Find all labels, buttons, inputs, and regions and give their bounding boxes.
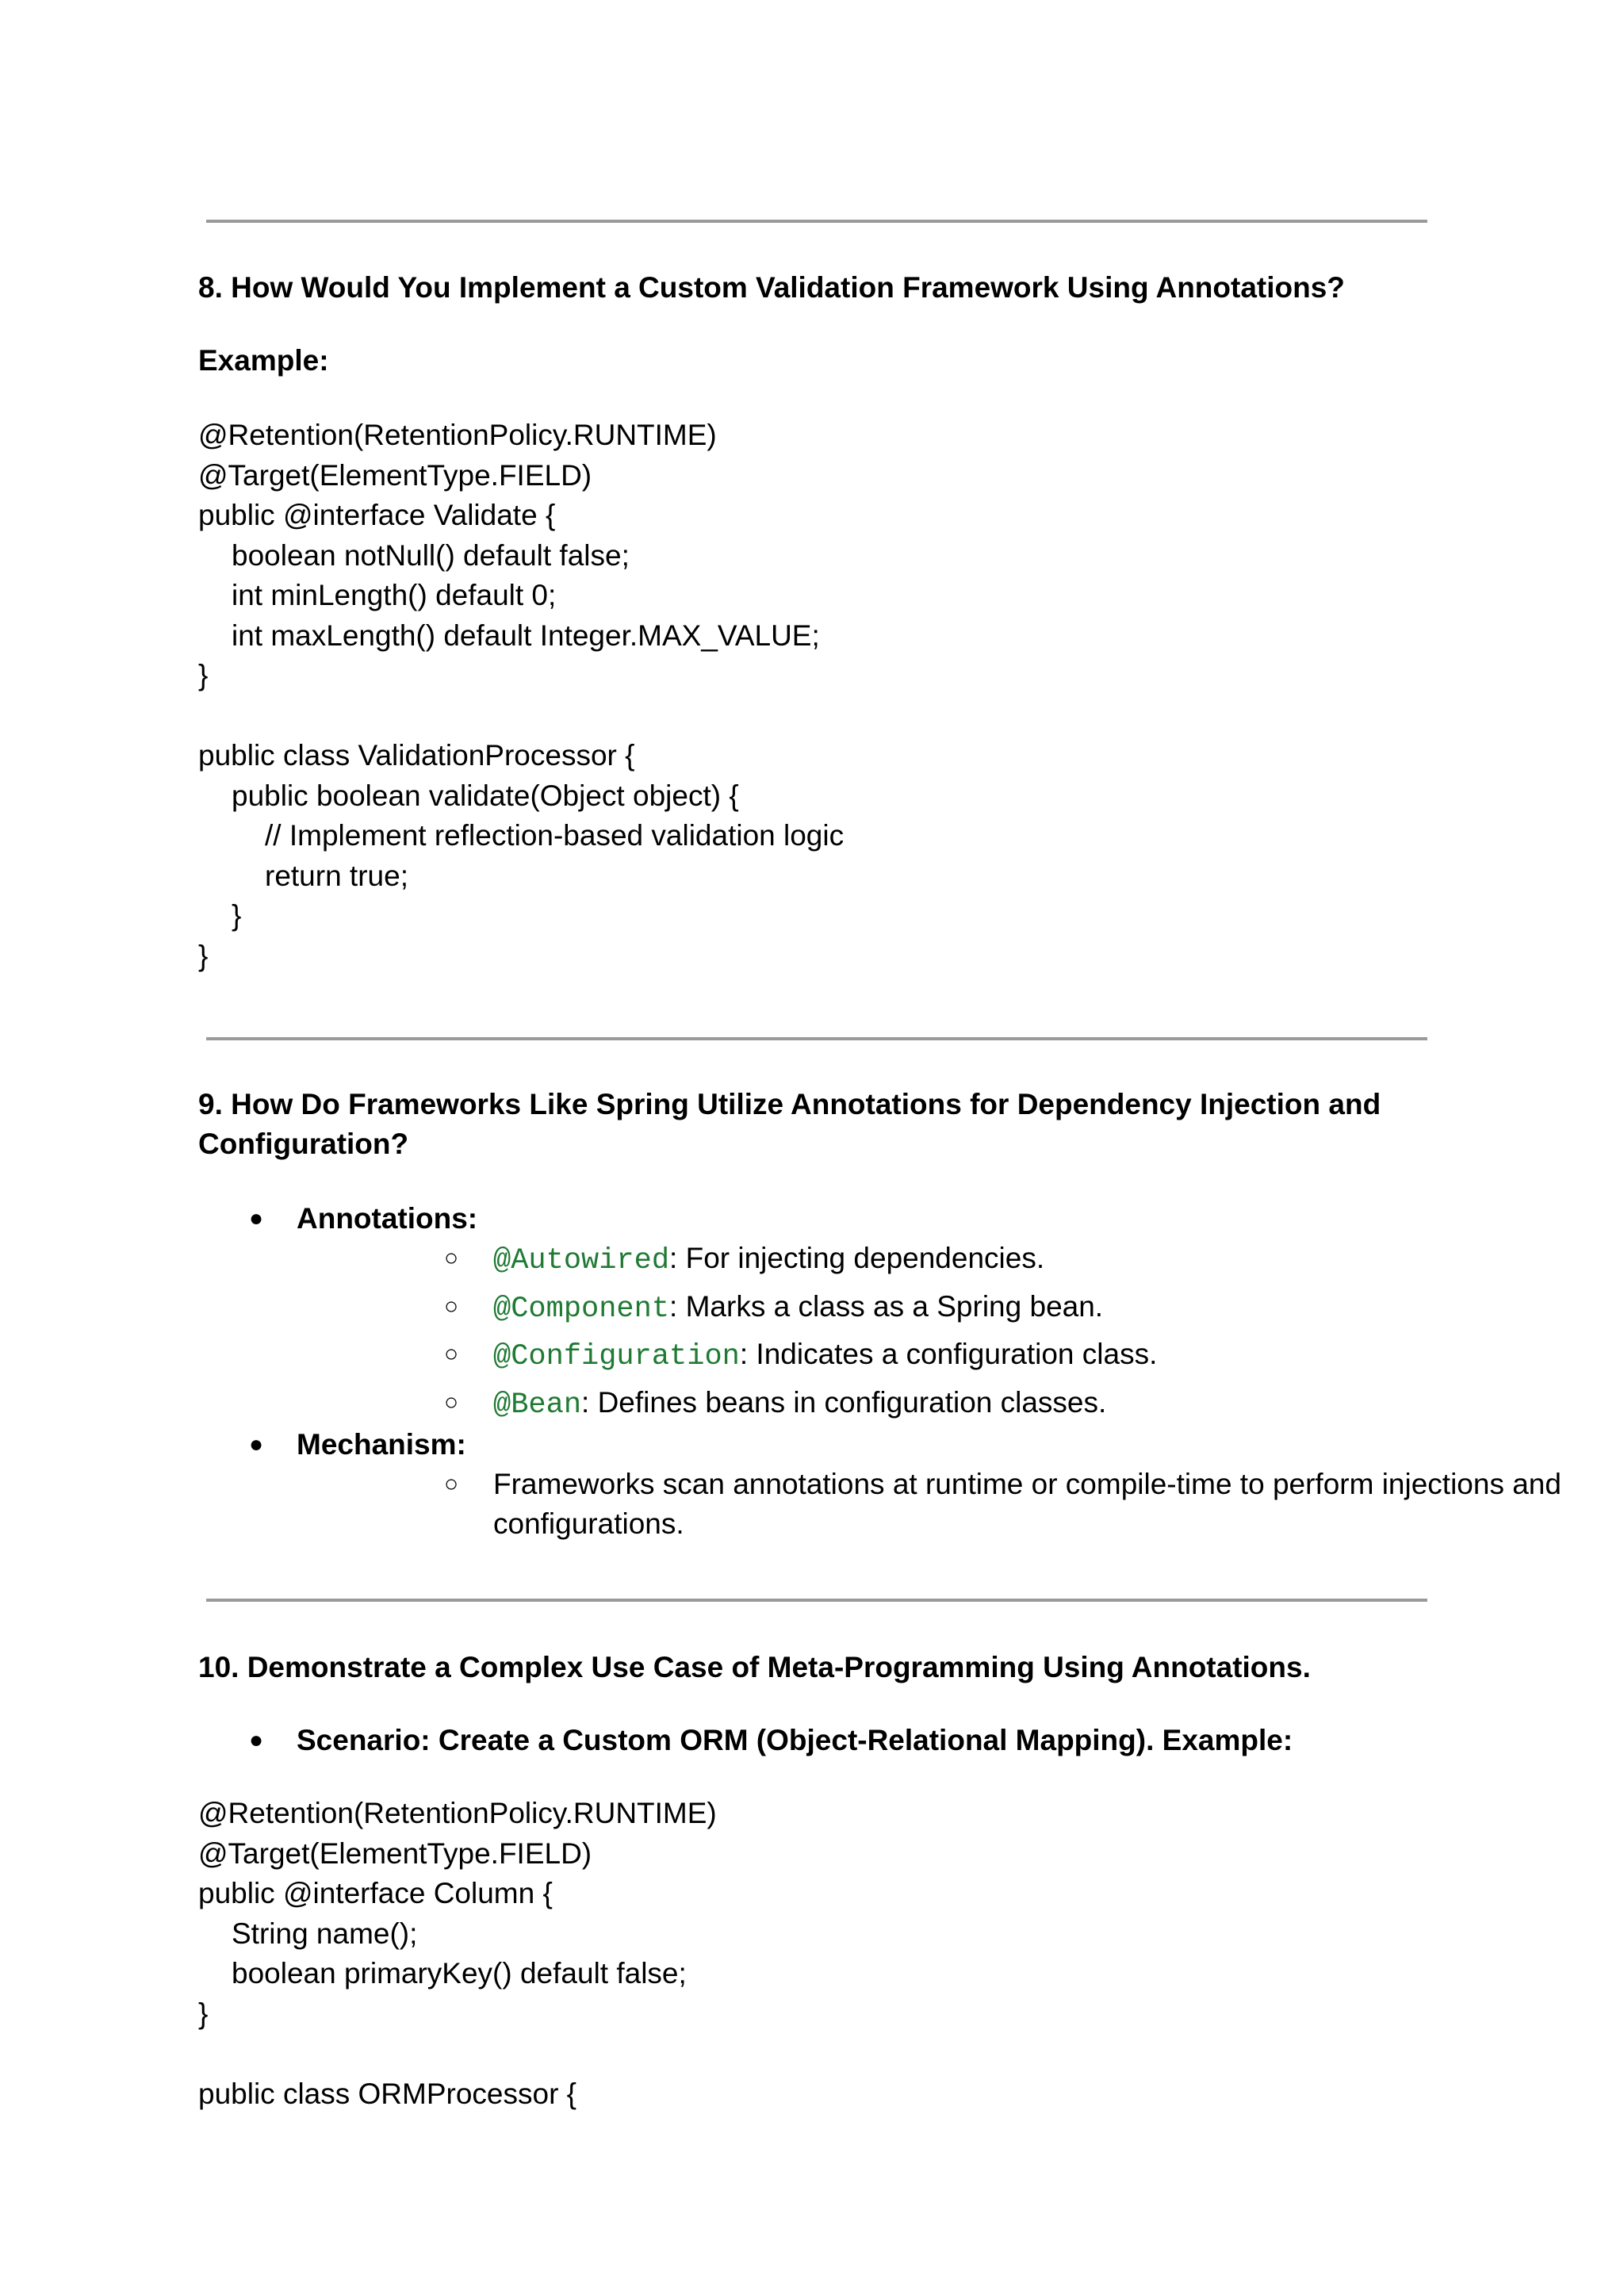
code-line: @Retention(RetentionPolicy.RUNTIME) — [198, 419, 717, 451]
item-text: Frameworks scan annotations at runtime or compile-time to perform injections and configurations. — [493, 1467, 1561, 1540]
list-item — [297, 1287, 1467, 1329]
hollow-bullet-icon: ○ — [444, 1293, 459, 1319]
q8-code-block — [198, 416, 844, 976]
inline-code: @Configuration — [493, 1340, 740, 1373]
q10-heading: 10. Demonstrate a Complex Use Case of Meta-Programming Using Annotations. — [198, 1651, 1311, 1683]
list-item — [297, 1239, 1467, 1281]
q8-example-label: Example: — [198, 344, 329, 377]
bullet-label: Scenario: Create a Custom ORM (Object-Relational Mapping). Example: — [297, 1724, 1293, 1756]
item-text: : Defines beans in configuration classes. — [581, 1385, 1107, 1419]
item-text: : For injecting dependencies. — [669, 1242, 1045, 1274]
code-line: String name(); — [232, 1917, 418, 1950]
hollow-bullet-icon: ○ — [444, 1341, 459, 1367]
code-line: public class ORMProcessor { — [198, 2077, 577, 2110]
code-line: public @interface Validate { — [198, 499, 556, 531]
code-line: @Target(ElementType.FIELD) — [198, 1836, 592, 1870]
q9-heading: 9. How Do Frameworks Like Spring Utilize Annotations for Dependency Injection and Configuration? — [198, 1088, 1381, 1160]
item-text: : Indicates a configuration class. — [739, 1338, 1158, 1370]
sub-list — [297, 1465, 1561, 1544]
code-line: return true; — [265, 859, 408, 892]
item-text: : Marks a class as a Spring bean. — [669, 1289, 1104, 1323]
q8-heading: 8. How Would You Implement a Custom Validation Framework Using Annotations? — [198, 271, 1345, 304]
bullet-icon: ● — [249, 1430, 264, 1457]
list-item — [198, 1425, 1561, 1544]
bullet-label: Mechanism: — [297, 1427, 466, 1461]
inline-code: @Bean — [493, 1388, 582, 1422]
bullet-label: Annotations: — [297, 1202, 478, 1235]
list-item — [198, 1199, 1467, 1425]
code-line: } — [198, 659, 209, 691]
code-line: } — [198, 1997, 209, 2030]
code-line: public boolean validate(Object object) { — [232, 779, 739, 812]
code-line: boolean notNull() default false; — [232, 538, 630, 572]
q9-bullet-list — [198, 1199, 1561, 1549]
code-line: @Retention(RetentionPolicy.RUNTIME) — [198, 1797, 717, 1829]
code-line: int maxLength() default Integer.MAX_VALUE; — [232, 618, 820, 652]
q10-bullet-list — [198, 1721, 1467, 1760]
horizontal-rule — [206, 220, 1427, 223]
code-line: // Implement reflection-based validation logic — [265, 819, 845, 852]
code-line: } — [232, 899, 242, 932]
inline-code: @Component — [493, 1292, 670, 1326]
horizontal-rule — [206, 1599, 1427, 1602]
code-line: boolean primaryKey() default false; — [232, 1957, 687, 1990]
code-line: } — [198, 939, 209, 972]
q10-code-block — [198, 1794, 717, 2114]
code-line: public @interface Column { — [198, 1877, 553, 1909]
list-item — [198, 1721, 1467, 1760]
hollow-bullet-icon: ○ — [444, 1388, 459, 1415]
code-line: public class ValidationProcessor { — [198, 739, 635, 772]
code-line: int minLength() default 0; — [232, 579, 557, 611]
inline-code: @Autowired — [493, 1244, 670, 1277]
list-item — [297, 1383, 1467, 1425]
sub-list — [297, 1239, 1467, 1425]
bullet-icon: ● — [249, 1727, 264, 1753]
code-line: @Target(ElementType.FIELD) — [198, 458, 592, 492]
horizontal-rule — [206, 1037, 1427, 1040]
list-item — [297, 1335, 1467, 1377]
code-line — [198, 2034, 717, 2074]
code-line — [198, 696, 844, 737]
hollow-bullet-icon: ○ — [444, 1245, 459, 1271]
hollow-bullet-icon: ○ — [444, 1470, 459, 1497]
list-item — [297, 1465, 1624, 1544]
bullet-icon: ● — [249, 1205, 264, 1231]
